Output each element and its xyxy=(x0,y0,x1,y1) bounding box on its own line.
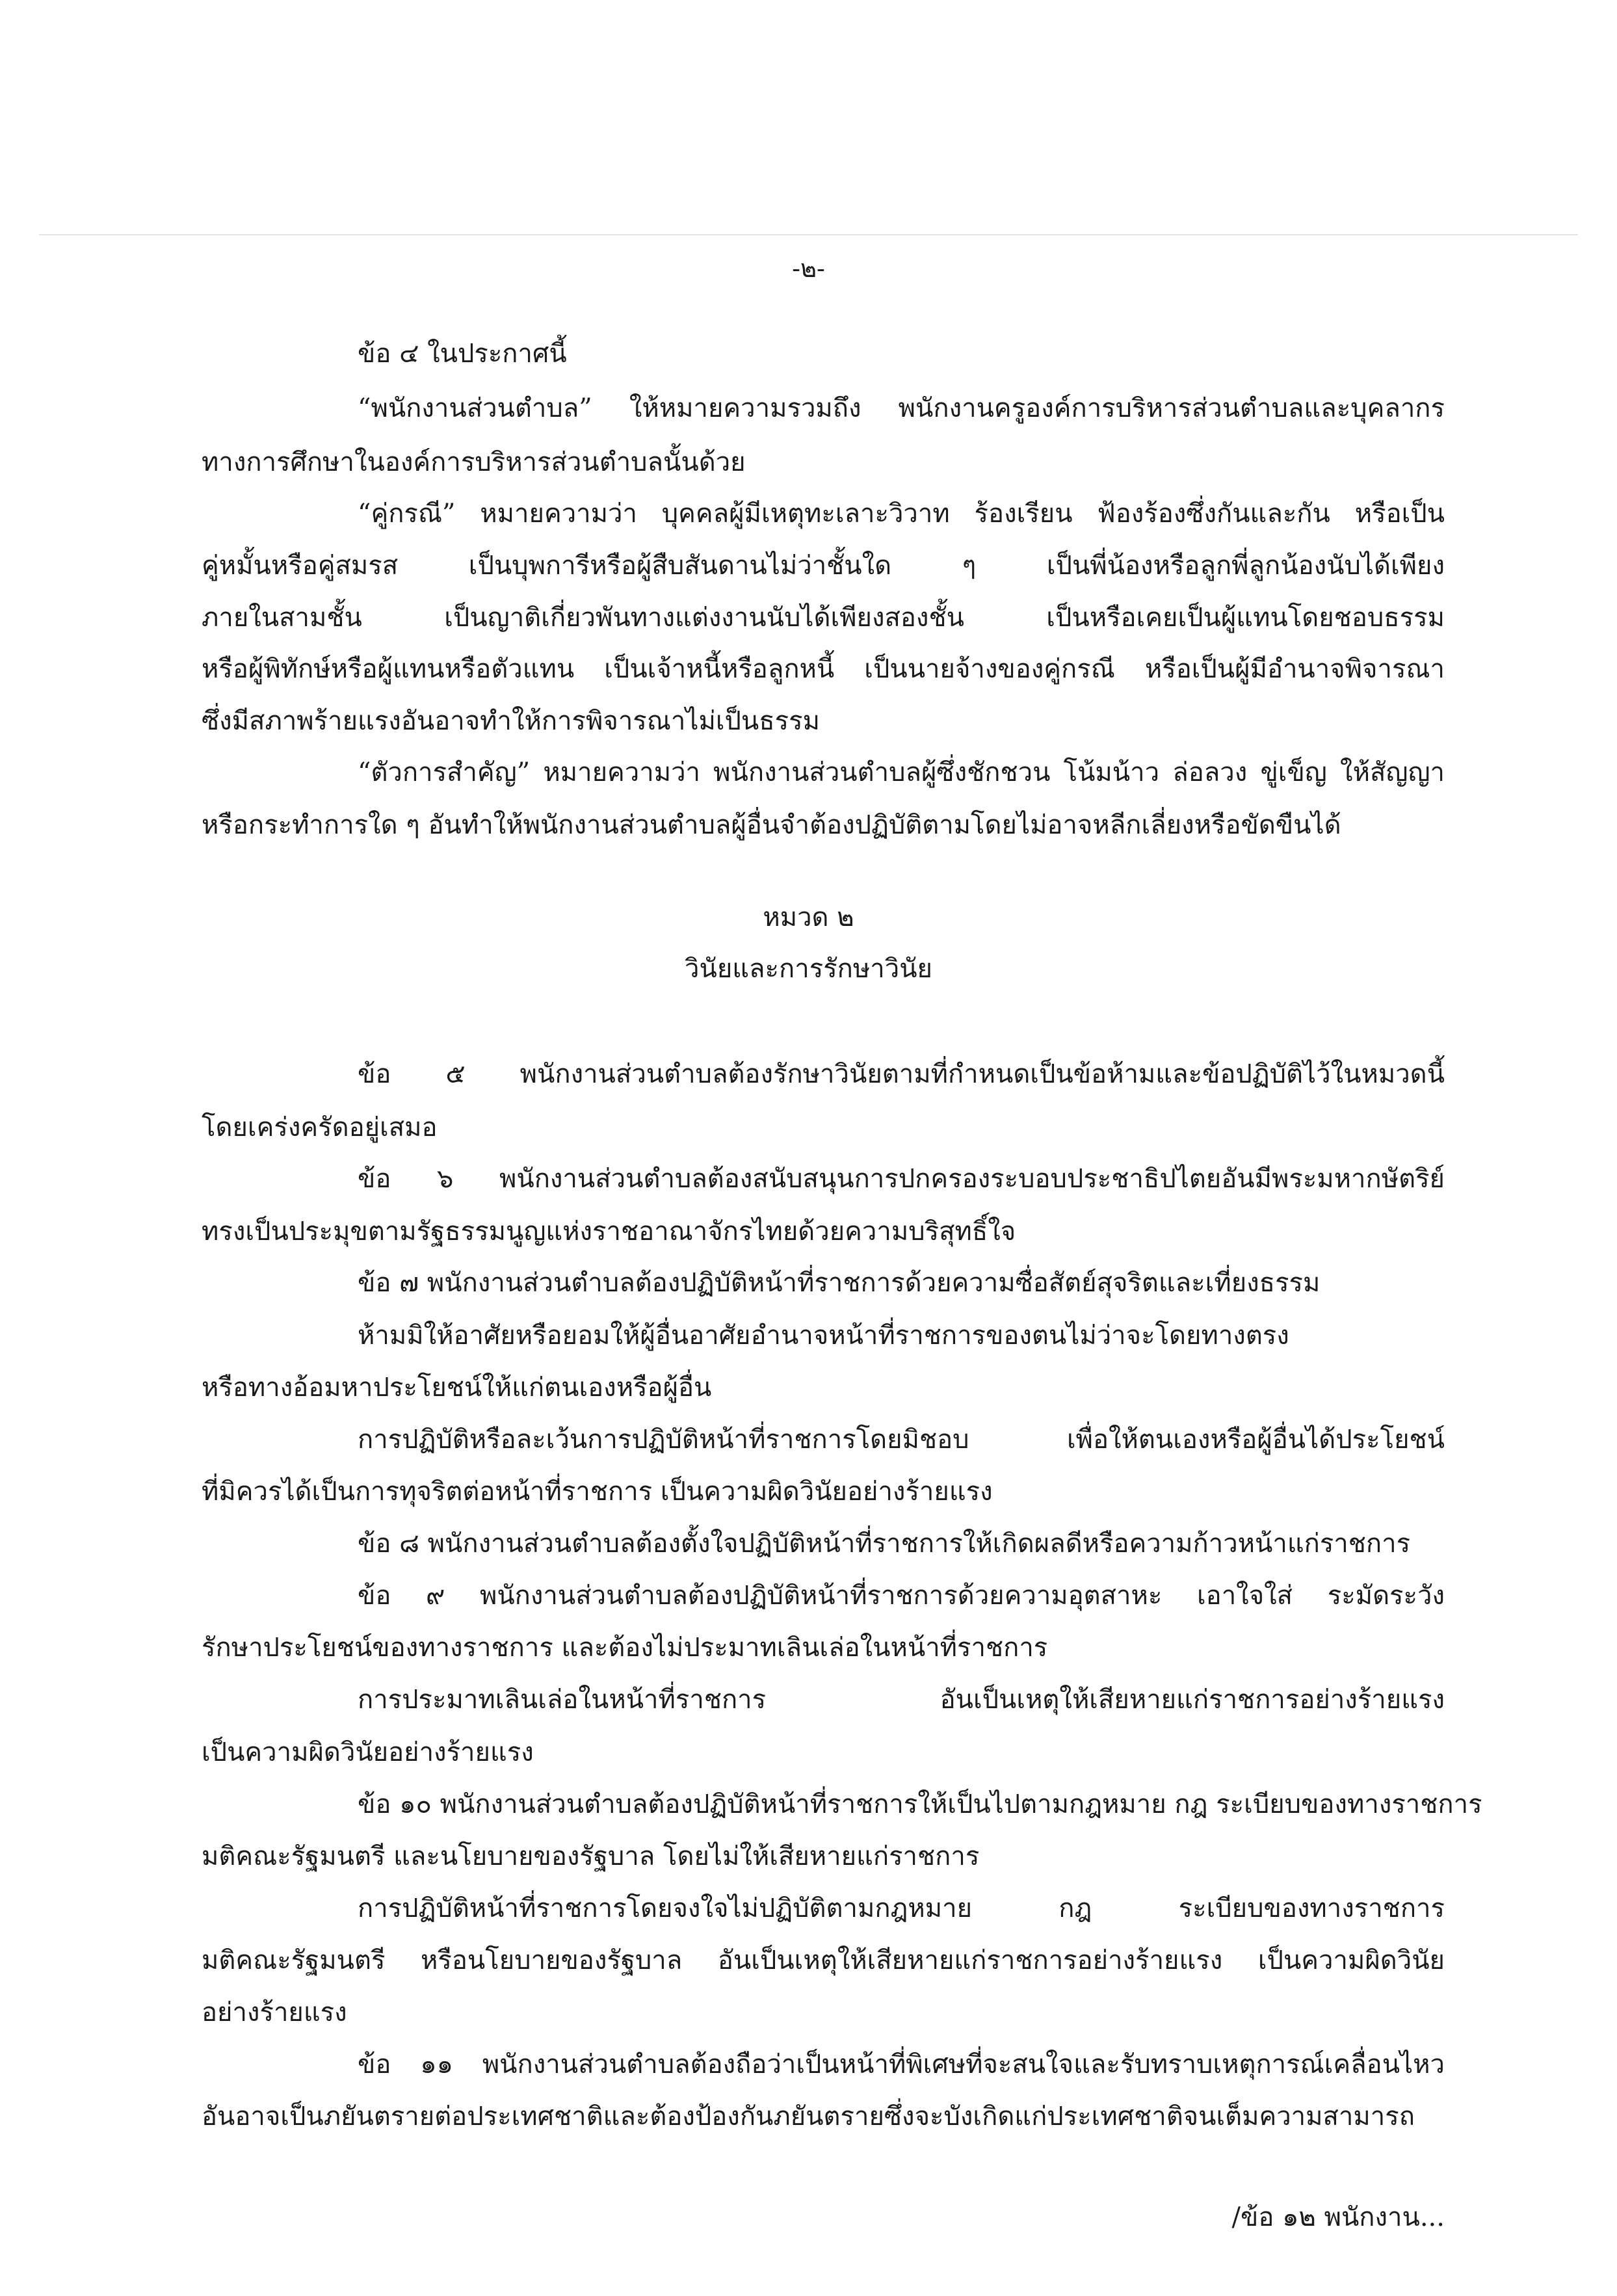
chapter-number: หมวด ๒ xyxy=(763,903,854,932)
text-line: ข้อ ๖ พนักงานส่วนตำบลต้องสนับสนุนการปกครองระบอบประชาธิปไตยอันมีพระมหากษัตริย์ xyxy=(358,1164,1445,1194)
text-line: การปฏิบัติหน้าที่ราชการโดยจงใจไม่ปฏิบัติตามกฎหมาย กฎ ระเบียบของทางราชการ xyxy=(358,1894,1445,1923)
text-line: ทางการศึกษาในองค์การบริหารส่วนตำบลนั้นด้วย xyxy=(202,447,746,477)
text-line: ซึ่งมีสภาพร้ายแรงอันอาจทำให้การพิจารณาไม่เป็นธรรม xyxy=(202,706,820,736)
text-line: มติคณะรัฐมนตรี หรือนโยบายของรัฐบาล อันเป็นเหตุให้เสียหายแก่ราชการอย่างร้ายแรง เป็นความผิดวินัย xyxy=(202,1946,1445,1975)
text-line: ข้อ ๗ พนักงานส่วนตำบลต้องปฏิบัติหน้าที่ราชการด้วยความซื่อสัตย์สุจริตและเที่ยงธรรม xyxy=(358,1268,1321,1298)
text-line: “พนักงานส่วนตำบล” ให้หมายความรวมถึง พนักงานครูองค์การบริหารส่วนตำบลและบุคลากร xyxy=(358,393,1445,423)
text-line: คู่หมั้นหรือคู่สมรส เป็นบุพการีหรือผู้สืบสันดานไม่ว่าชั้นใด ๆ เป็นพี่น้องหรือลูกพี่ลูกน้องนับได้เพียง xyxy=(202,551,1445,581)
text-line: มติคณะรัฐมนตรี และนโยบายของรัฐบาล โดยไม่ให้เสียหายแก่ราชการ xyxy=(202,1841,980,1871)
text-line: โดยเคร่งครัดอยู่เสมอ xyxy=(202,1113,438,1142)
text-line: รักษาประโยชน์ของทางราชการ และต้องไม่ประมาทเลินเล่อในหน้าที่ราชการ xyxy=(202,1633,1048,1663)
clause-4-heading: ข้อ ๔ ในประกาศนี้ xyxy=(358,339,567,369)
text-line: เป็นความผิดวินัยอย่างร้ายแรง xyxy=(202,1737,534,1767)
text-line: “คู่กรณี” หมายความว่า บุคคลผู้มีเหตุทะเลาะวิวาท ร้องเรียน ฟ้องร้องซึ่งกันและกัน หรือเป็น xyxy=(358,499,1445,529)
text-line: อย่างร้ายแรง xyxy=(202,1998,347,2027)
text-line: ภายในสามชั้น เป็นญาติเกี่ยวพันทางแต่งงานนับได้เพียงสองชั้น เป็นหรือเคยเป็นผู้แทนโดยชอบธรรม xyxy=(202,603,1445,633)
text-line: ข้อ ๕ พนักงานส่วนตำบลต้องรักษาวินัยตามที่กำหนดเป็นข้อห้ามและข้อปฏิบัติไว้ในหมวดนี้ xyxy=(358,1059,1445,1089)
text-line: การประมาทเลินเล่อในหน้าที่ราชการ อันเป็นเหตุให้เสียหายแก่ราชการอย่างร้ายแรง xyxy=(358,1685,1445,1715)
text-line: ข้อ ๘ พนักงานส่วนตำบลต้องตั้งใจปฏิบัติหน้าที่ราชการให้เกิดผลดีหรือความก้าวหน้าแก่ราชการ xyxy=(358,1529,1411,1559)
text-line: หรือกระทำการใด ๆ อันทำให้พนักงานส่วนตำบลผู้อื่นจำต้องปฏิบัติตามโดยไม่อาจหลีกเลี่ยงหรือขัดขืนได้ xyxy=(202,810,1341,840)
text-line: ข้อ ๑๐ พนักงานส่วนตำบลต้องปฏิบัติหน้าที่ราชการให้เป็นไปตามกฎหมาย กฎ ระเบียบของทางราชการ xyxy=(358,1789,1482,1819)
continuation-note: /ข้อ ๑๒ พนักงาน... xyxy=(1231,2202,1445,2232)
text-line: หรือผู้พิทักษ์หรือผู้แทนหรือตัวแทน เป็นเจ้าหนี้หรือลูกหนี้ เป็นนายจ้างของคู่กรณี หรือเป็นผู้มีอำนาจพิจารณา xyxy=(202,654,1445,684)
scan-edge-line xyxy=(39,234,1578,235)
text-line: อันอาจเป็นภยันตรายต่อประเทศชาติและต้องป้องกันภยันตรายซึ่งจะบังเกิดแก่ประเทศชาติจนเต็มความสามารถ xyxy=(202,2102,1415,2131)
text-line: ข้อ ๙ พนักงานส่วนตำบลต้องปฏิบัติหน้าที่ราชการด้วยความอุตสาหะ เอาใจใส่ ระมัดระวัง xyxy=(358,1581,1445,1611)
chapter-title: วินัยและการรักษาวินัย xyxy=(685,954,932,984)
text-line: หรือทางอ้อมหาประโยชน์ให้แก่ตนเองหรือผู้อื่น xyxy=(202,1373,712,1403)
text-line: ข้อ ๑๑ พนักงานส่วนตำบลต้องถือว่าเป็นหน้าที่พิเศษที่จะสนใจและรับทราบเหตุการณ์เคลื่อนไหว xyxy=(358,2050,1445,2079)
page-number: -๒- xyxy=(792,254,825,283)
text-line: ห้ามมิให้อาศัยหรือยอมให้ผู้อื่นอาศัยอำนาจหน้าที่ราชการของตนไม่ว่าจะโดยทางตรง xyxy=(358,1321,1289,1351)
text-line: “ตัวการสำคัญ” หมายความว่า พนักงานส่วนตำบลผู้ซึ่งชักชวน โน้มน้าว ล่อลวง ขู่เข็ญ ให้สัญญา xyxy=(358,758,1445,787)
text-line: ทรงเป็นประมุขตามรัฐธรรมนูญแห่งราชอาณาจักรไทยด้วยความบริสุทธิ์ใจ xyxy=(202,1217,1016,1247)
text-line: การปฏิบัติหรือละเว้นการปฏิบัติหน้าที่ราชการโดยมิชอบ เพื่อให้ตนเองหรือผู้อื่นได้ประโยชน์ xyxy=(358,1425,1445,1455)
text-line: ที่มิควรได้เป็นการทุจริตต่อหน้าที่ราชการ เป็นความผิดวินัยอย่างร้ายแรง xyxy=(202,1477,993,1507)
